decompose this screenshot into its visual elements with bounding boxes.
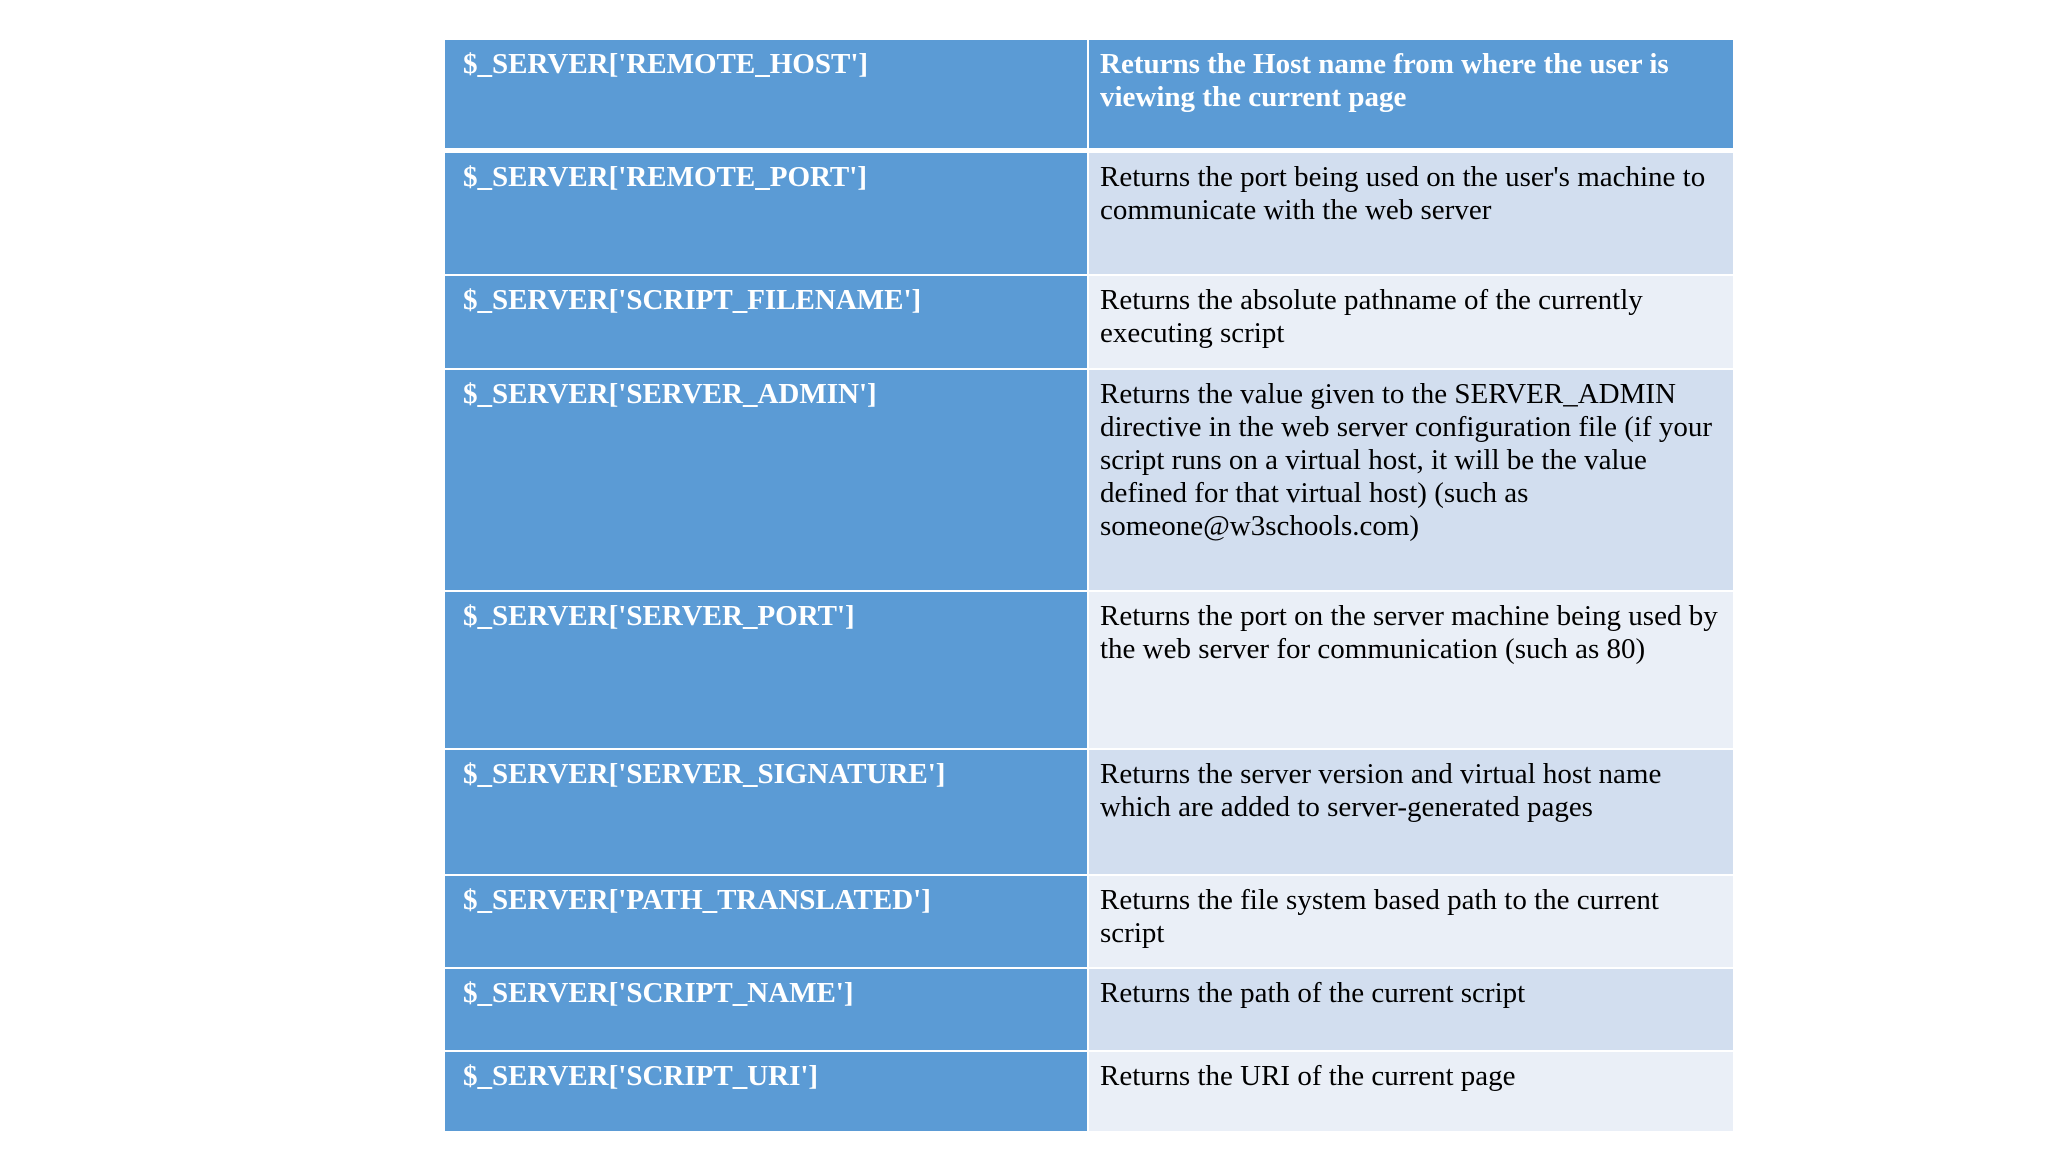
table-row [445,749,1733,875]
variable-name-cell: $_SERVER['SCRIPT_NAME'] [445,968,1088,1051]
variable-name-cell: $_SERVER['SERVER_SIGNATURE'] [445,749,1088,875]
table-row [445,369,1733,591]
table-row [445,1051,1733,1132]
variable-description-cell: Returns the absolute pathname of the currently executing script [1088,275,1733,369]
variable-name-cell: $_SERVER['SERVER_PORT'] [445,591,1088,749]
variable-description-cell: Returns the file system based path to the current script [1088,875,1733,968]
variable-description-cell: Returns the path of the current script [1088,968,1733,1051]
variable-description-cell: Returns the URI of the current page [1088,1051,1733,1132]
table-row [445,40,1733,150]
variable-description-cell: Returns the server version and virtual host name which are added to server-generated pages [1088,749,1733,875]
table-row [445,875,1733,968]
variable-name-cell: $_SERVER['SERVER_ADMIN'] [445,369,1088,591]
variable-description-cell: Returns the value given to the SERVER_ADMIN directive in the web server configuration file (if your script runs on a virtual host, it will be the value defined for that virtual host) (such as someone@w3schools.com) [1088,369,1733,591]
variable-name-cell: $_SERVER['REMOTE_HOST'] [445,40,1088,150]
variable-name-cell: $_SERVER['SCRIPT_FILENAME'] [445,275,1088,369]
table-row [445,275,1733,369]
variable-description-cell: Returns the port being used on the user's machine to communicate with the web server [1088,150,1733,275]
table-row [445,968,1733,1051]
variable-name-cell: $_SERVER['SCRIPT_URI'] [445,1051,1088,1132]
table-row [445,150,1733,275]
variable-description-cell: Returns the Host name from where the user is viewing the current page [1088,40,1733,150]
variable-description-cell: Returns the port on the server machine being used by the web server for communication (such as 80) [1088,591,1733,749]
server-variables-table [445,40,1733,1133]
variable-name-cell: $_SERVER['REMOTE_PORT'] [445,150,1088,275]
variable-name-cell: $_SERVER['PATH_TRANSLATED'] [445,875,1088,968]
table-row [445,591,1733,749]
